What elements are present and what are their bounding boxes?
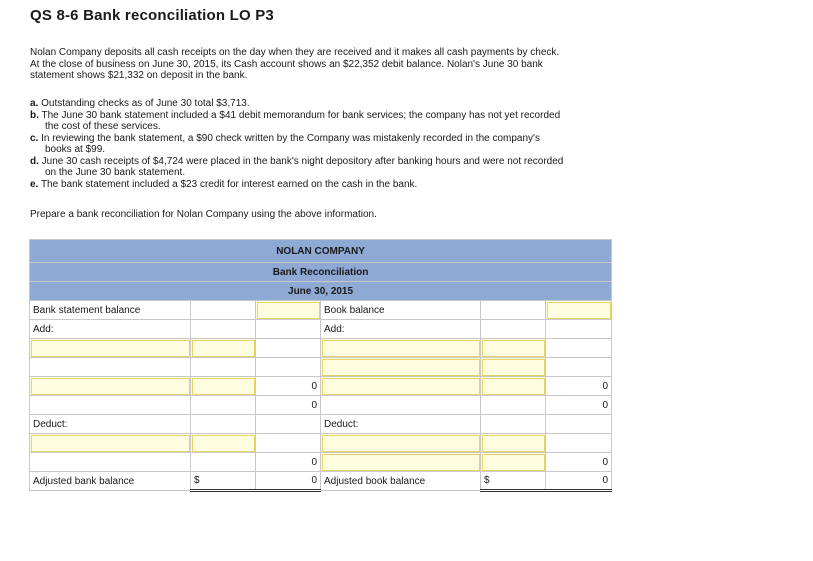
book-add-total: 0: [546, 377, 612, 396]
blank-cell: [191, 358, 256, 377]
table-row: [30, 358, 612, 377]
reconciliation-table: [29, 239, 612, 492]
blank-cell: [256, 358, 321, 377]
book-balance-label: Book balance: [321, 301, 481, 320]
blank-cell: [481, 301, 546, 320]
table-row: [30, 396, 612, 415]
bank-deduct-amount-input[interactable]: [191, 434, 256, 453]
blank-cell: [481, 415, 546, 434]
list-item: b. The June 30 bank statement included a $41 debit memorandum for bank services; the company has not yet recorded the cost of these services.: [30, 109, 561, 132]
blank-cell: [256, 320, 321, 339]
problem-intro: Nolan Company deposits all cash receipts on the day when they are received and it makes all cash payments by check. At the close of business on June 30, 2015, its Cash account shows an $22,352 debit balance. Nolan's June 30 bank statement shows $21,332 on deposit in the bank.: [30, 47, 560, 81]
blank-cell: [30, 358, 191, 377]
list-item: a. Outstanding checks as of June 30 total $3,713.: [30, 98, 250, 109]
book-deduct-amount-input[interactable]: [481, 434, 546, 453]
book-add-label: Add:: [321, 320, 481, 339]
table-row: [30, 377, 612, 396]
report-date: June 30, 2015: [30, 282, 612, 301]
book-deduct-description-input[interactable]: [321, 453, 481, 472]
adjusted-bank-balance: 0: [256, 472, 321, 491]
list-item: e. The bank statement included a $23 credit for interest earned on the cash in the bank.: [30, 178, 418, 190]
table-row: [30, 301, 612, 320]
blank-cell: [191, 301, 256, 320]
page-title: QS 8-6 Bank reconciliation LO P3: [30, 7, 274, 24]
book-add-description-input[interactable]: [321, 339, 481, 358]
blank-cell: [30, 453, 191, 472]
blank-cell: [546, 339, 612, 358]
bank-deduct-label: Deduct:: [30, 415, 191, 434]
company-name: NOLAN COMPANY: [30, 240, 612, 263]
bank-add-subtotal: 0: [256, 396, 321, 415]
table-row: [30, 415, 612, 434]
book-deduct-description-input[interactable]: [321, 434, 481, 453]
book-add-amount-input[interactable]: [481, 358, 546, 377]
blank-cell: [546, 434, 612, 453]
bank-deduct-description-input[interactable]: [30, 434, 191, 453]
table-row: [30, 320, 612, 339]
blank-cell: [321, 396, 481, 415]
book-deduct-amount-input[interactable]: [481, 453, 546, 472]
book-add-description-input[interactable]: [321, 358, 481, 377]
table-row: [30, 472, 612, 491]
blank-cell: [191, 396, 256, 415]
adjusted-bank-label: Adjusted bank balance: [30, 472, 191, 491]
list-item: d. June 30 cash receipts of $4,724 were placed in the bank's night depository after banking hours and were not recorded on the June 30 bank statement.: [30, 155, 564, 178]
blank-cell: [191, 453, 256, 472]
report-title: Bank Reconciliation: [30, 263, 612, 282]
blank-cell: [256, 339, 321, 358]
dollar-sign: $: [191, 472, 256, 491]
blank-cell: [546, 358, 612, 377]
table-row: [30, 339, 612, 358]
book-deduct-label: Deduct:: [321, 415, 481, 434]
blank-cell: [256, 415, 321, 434]
bank-balance-label: Bank statement balance: [30, 301, 191, 320]
blank-cell: [191, 415, 256, 434]
blank-cell: [481, 320, 546, 339]
book-add-description-input[interactable]: [321, 377, 481, 396]
book-add-amount-input[interactable]: [481, 339, 546, 358]
bank-add-amount-input[interactable]: [191, 377, 256, 396]
table-row: [30, 434, 612, 453]
list-item: c. In reviewing the bank statement, a $90 check written by the Company was mistakenly recorded in the company's books at $99.: [30, 132, 540, 155]
table-row: [30, 453, 612, 472]
blank-cell: [191, 320, 256, 339]
blank-cell: [546, 320, 612, 339]
book-add-subtotal: 0: [546, 396, 612, 415]
blank-cell: [481, 396, 546, 415]
blank-cell: [546, 415, 612, 434]
bank-add-label: Add:: [30, 320, 191, 339]
instructions: Prepare a bank reconciliation for Nolan Company using the above information.: [30, 209, 377, 220]
book-deduct-total: 0: [546, 453, 612, 472]
bank-balance-input[interactable]: [256, 301, 321, 320]
dollar-sign: $: [481, 472, 546, 491]
adjusted-book-label: Adjusted book balance: [321, 472, 481, 491]
book-add-amount-input[interactable]: [481, 377, 546, 396]
book-balance-input[interactable]: [546, 301, 612, 320]
bank-add-amount-input[interactable]: [191, 339, 256, 358]
bank-add-description-input[interactable]: [30, 377, 191, 396]
bank-deduct-total: 0: [256, 453, 321, 472]
bank-add-description-input[interactable]: [30, 339, 191, 358]
bank-add-total: 0: [256, 377, 321, 396]
adjusted-book-balance: 0: [546, 472, 612, 491]
facts-list: [30, 98, 565, 190]
blank-cell: [256, 434, 321, 453]
blank-cell: [30, 396, 191, 415]
